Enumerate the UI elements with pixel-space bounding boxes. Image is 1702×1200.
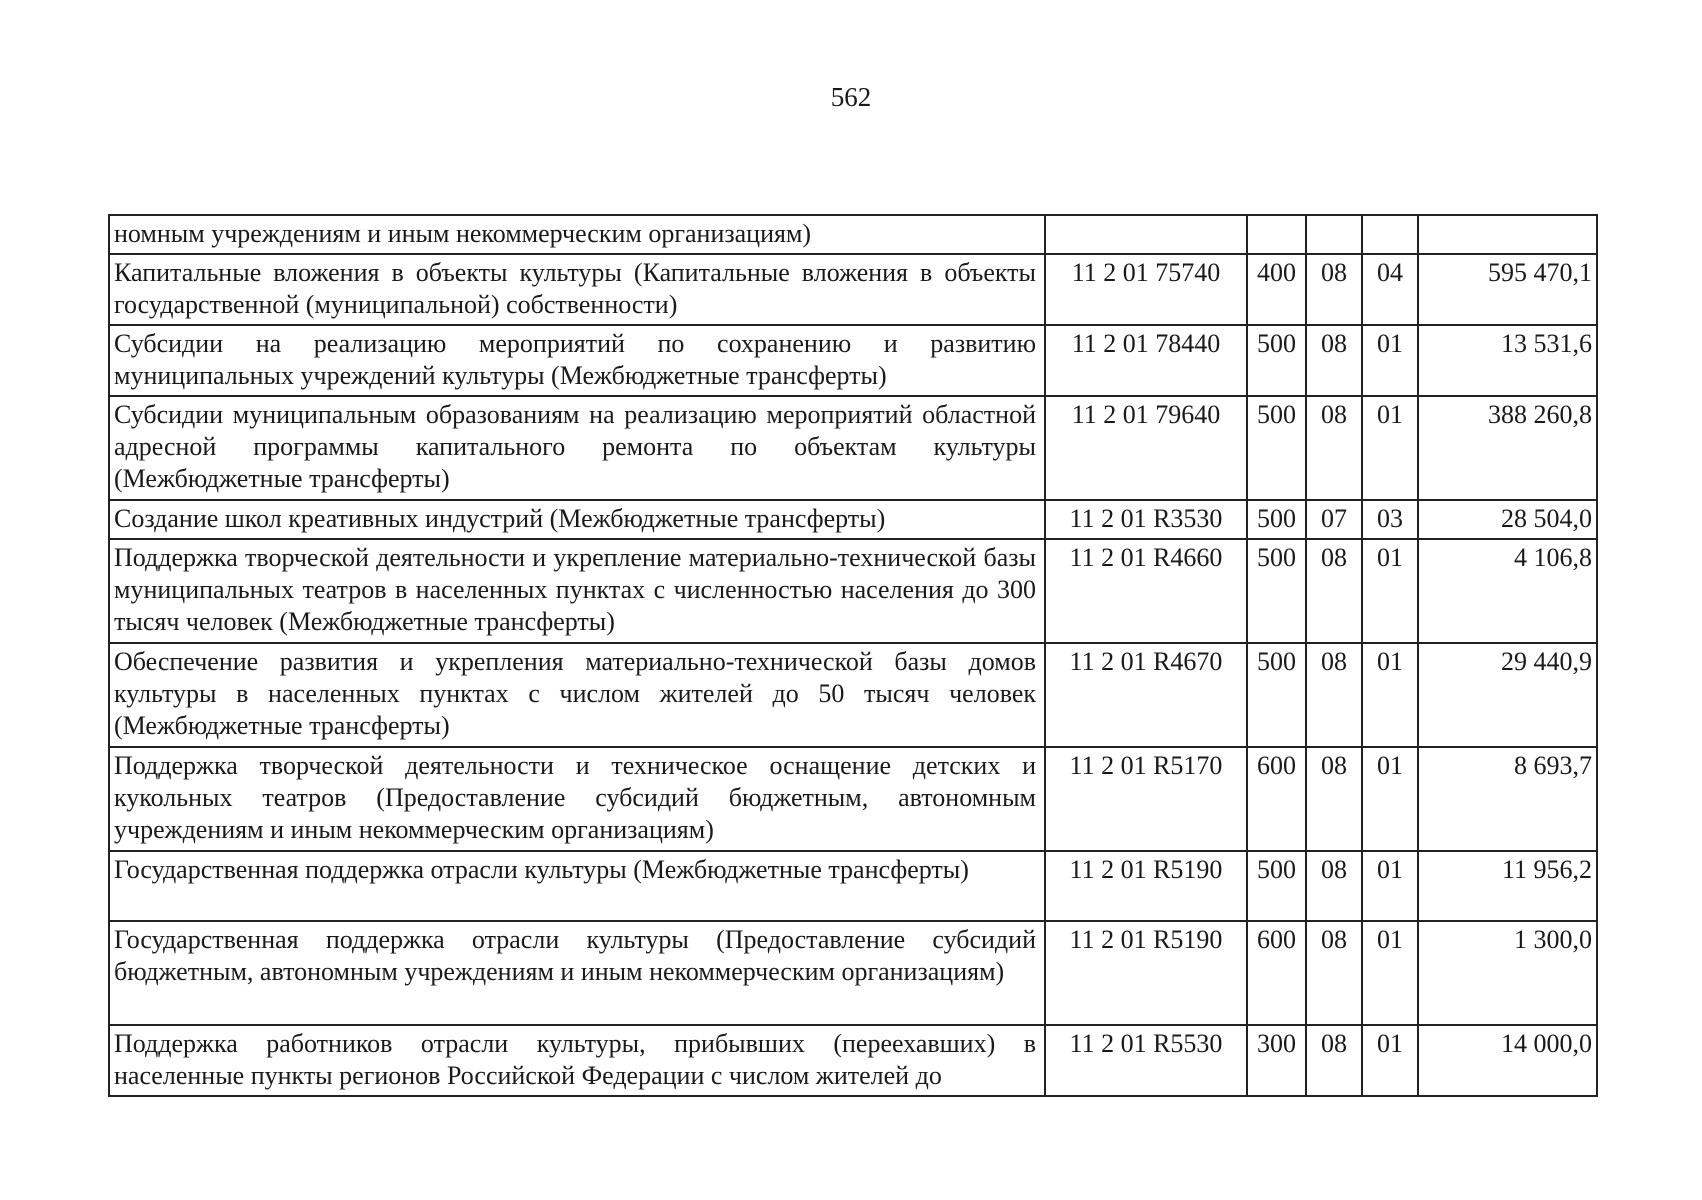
row-section: 08 [1306, 921, 1362, 1025]
row-expense-type: 500 [1247, 643, 1306, 747]
row-amount: 595 470,1 [1418, 254, 1597, 325]
row-subsection: 04 [1362, 254, 1418, 325]
row-description: Обеспечение развития и укрепления материально-технической базы домов культуры в населенных пунктах с числом жителей до 50 тысяч человек (Межбюджетные трансферты) [109, 643, 1045, 747]
row-target-article: 11 2 01 R5530 [1045, 1025, 1247, 1096]
row-section: 08 [1306, 325, 1362, 396]
row-amount: 28 504,0 [1418, 500, 1597, 539]
row-description: Поддержка творческой деятельности и укрепление материально-технической базы муниципальных театров в населенных пунктах с численностью населения до 300 тысяч человек (Межбюджетные трансферты) [109, 539, 1045, 643]
row-subsection: 01 [1362, 325, 1418, 396]
row-section [1306, 215, 1362, 254]
row-expense-type: 500 [1247, 500, 1306, 539]
row-target-article: 11 2 01 R5170 [1045, 747, 1247, 851]
row-section: 08 [1306, 643, 1362, 747]
row-amount: 13 531,6 [1418, 325, 1597, 396]
row-target-article [1045, 215, 1247, 254]
row-amount: 4 106,8 [1418, 539, 1597, 643]
row-section: 08 [1306, 396, 1362, 500]
row-section: 08 [1306, 254, 1362, 325]
row-description: Поддержка работников отрасли культуры, прибывших (переехавших) в населенные пункты регионов Российской Федерации с числом жителей до [109, 1025, 1045, 1096]
row-subsection: 01 [1362, 643, 1418, 747]
row-amount: 8 693,7 [1418, 747, 1597, 851]
row-subsection: 01 [1362, 747, 1418, 851]
row-description: Капитальные вложения в объекты культуры (Капитальные вложения в объекты государственной (муниципальной) собственности) [109, 254, 1045, 325]
row-amount: 388 260,8 [1418, 396, 1597, 500]
table-row [109, 851, 1597, 921]
row-section: 08 [1306, 1025, 1362, 1096]
row-expense-type: 500 [1247, 539, 1306, 643]
table-row [109, 747, 1597, 851]
row-target-article: 11 2 01 R3530 [1045, 500, 1247, 539]
row-amount: 29 440,9 [1418, 643, 1597, 747]
table-row [109, 539, 1597, 643]
row-expense-type: 400 [1247, 254, 1306, 325]
row-subsection: 01 [1362, 539, 1418, 643]
row-section: 07 [1306, 500, 1362, 539]
row-description: Государственная поддержка отрасли культуры (Предоставление субсидий бюджетным, автономным учреждениям и иным некоммерческим организациям) [109, 921, 1045, 1025]
page-number: 562 [830, 82, 872, 112]
row-description: Субсидии муниципальным образованиям на реализацию мероприятий областной адресной программы капитального ремонта по объектам культуры (Межбюджетные трансферты) [109, 396, 1045, 500]
row-expense-type: 500 [1247, 851, 1306, 921]
budget-table [108, 214, 1598, 1097]
row-expense-type: 500 [1247, 325, 1306, 396]
row-description: Субсидии на реализацию мероприятий по сохранению и развитию муниципальных учреждений культуры (Межбюджетные трансферты) [109, 325, 1045, 396]
table-row [109, 500, 1597, 539]
row-expense-type: 600 [1247, 921, 1306, 1025]
row-target-article: 11 2 01 R5190 [1045, 851, 1247, 921]
row-section: 08 [1306, 539, 1362, 643]
row-description: Государственная поддержка отрасли культуры (Межбюджетные трансферты) [109, 851, 1045, 921]
table-row [109, 215, 1597, 254]
row-subsection: 03 [1362, 500, 1418, 539]
table-row [109, 1025, 1597, 1096]
row-subsection: 01 [1362, 851, 1418, 921]
row-section: 08 [1306, 747, 1362, 851]
row-target-article: 11 2 01 R4660 [1045, 539, 1247, 643]
table-row [109, 921, 1597, 1025]
table-row [109, 254, 1597, 325]
row-amount: 14 000,0 [1418, 1025, 1597, 1096]
row-target-article: 11 2 01 79640 [1045, 396, 1247, 500]
row-description: Создание школ креативных индустрий (Межбюджетные трансферты) [109, 500, 1045, 539]
row-description: номным учреждениям и иным некоммерческим организациям) [109, 215, 1045, 254]
row-target-article: 11 2 01 78440 [1045, 325, 1247, 396]
row-subsection [1362, 215, 1418, 254]
row-target-article: 11 2 01 R4670 [1045, 643, 1247, 747]
row-expense-type [1247, 215, 1306, 254]
row-amount: 1 300,0 [1418, 921, 1597, 1025]
row-target-article: 11 2 01 R5190 [1045, 921, 1247, 1025]
row-target-article: 11 2 01 75740 [1045, 254, 1247, 325]
row-expense-type: 600 [1247, 747, 1306, 851]
table-row [109, 643, 1597, 747]
row-section: 08 [1306, 851, 1362, 921]
row-amount [1418, 215, 1597, 254]
row-expense-type: 500 [1247, 396, 1306, 500]
row-expense-type: 300 [1247, 1025, 1306, 1096]
row-amount: 11 956,2 [1418, 851, 1597, 921]
row-subsection: 01 [1362, 1025, 1418, 1096]
table-row [109, 396, 1597, 500]
row-subsection: 01 [1362, 396, 1418, 500]
table-row [109, 325, 1597, 396]
row-description: Поддержка творческой деятельности и техническое оснащение детских и кукольных театров (Предоставление субсидий бюджетным, автономным учреждениям и иным некоммерческим организациям) [109, 747, 1045, 851]
row-subsection: 01 [1362, 921, 1418, 1025]
